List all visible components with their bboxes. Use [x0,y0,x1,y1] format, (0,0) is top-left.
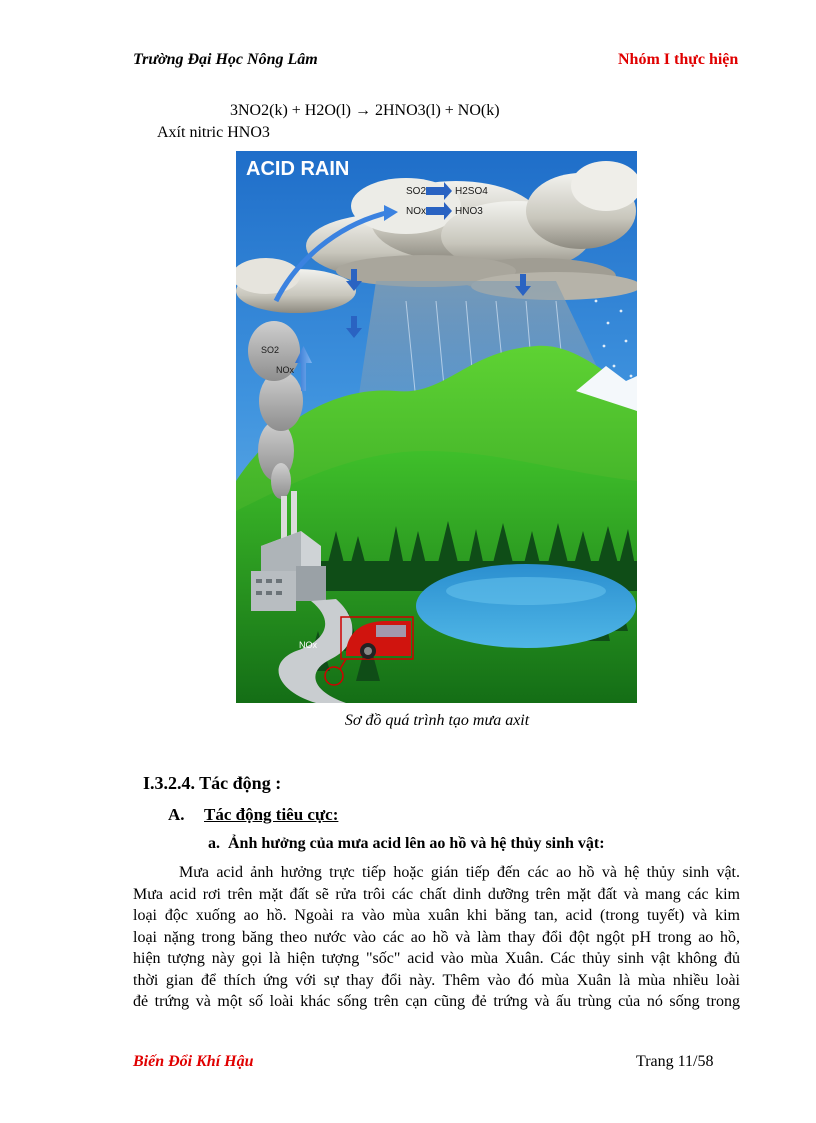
reaction-nox: NOx [406,206,426,217]
paragraph-line: đẻ trứng và một số loài khác sống trên cạn cũng đẻ trứng và ấu trùng của nó sống trong [133,993,740,1010]
footer-title: Biến Đổi Khí Hậu [133,1053,254,1070]
subsubsection-a-label: a. [208,835,220,852]
subsubsection-a-title: Ảnh hưởng của mưa acid lên ao hồ và hệ thủy sinh vật: [228,835,605,852]
header-group: Nhóm I thực hiện [618,51,739,68]
smoke-nox: NOx [276,365,294,375]
subsubsection-a [208,835,605,853]
acid-label: Axít nitric HNO3 [157,124,270,141]
lake-reflection [446,577,606,605]
paragraph-line: Mưa acid rơi trên mặt đất sẽ rửa trôi các chất dinh dưỡng trên mặt đất và mang các kim [133,885,740,903]
acid-rain-illustration [236,151,637,703]
acid-rain-figure [236,151,637,703]
figure-caption: Sơ đồ quá trình tạo mưa axit [344,712,530,729]
reaction-hno3: HNO3 [455,206,483,217]
car-nox-label: NOx [299,640,317,650]
reaction-h2so4: H2SO4 [455,186,488,197]
subsection-a-label: A. [168,805,185,824]
subsection-a [168,805,338,825]
paragraph-line: hiện tượng này gọi là hiện tượng "sốc" acid vào mùa Xuân. Các thủy sinh vật không đủ [133,950,740,967]
figure-title: ACID RAIN [246,158,350,180]
page-number: Trang 11/58 [636,1053,714,1070]
paragraph-line: thời gian để thích ứng với sự thay đổi này. Thêm vào đó mùa Xuân là mùa nhiều loài [133,971,740,989]
paragraph-line: Mưa acid ảnh hưởng trực tiếp hoặc gián tiếp đến các ao hồ và hệ thủy sinh vật. [179,864,740,881]
subsection-a-title: Tác động tiêu cực: [204,805,339,824]
reaction-so2: SO2 [406,186,427,197]
paragraph-line: loại độc xuống ao hồ. Ngoài ra vào mùa xuân khi băng tan, acid (trong tuyết) và kim [133,907,740,924]
lake [416,564,636,648]
header-school: Trường Đại Học Nông Lâm [133,51,318,68]
paragraph-line: loại nặng trong băng theo nước vào các ao hồ và làm thay đổi đột ngột pH trong ao hồ, [133,928,740,946]
smoke-so2: SO2 [261,345,280,355]
body-paragraph [133,862,740,1013]
chemical-equation: 3NO2(k) + H2O(l) → 2HNO3(l) + NO(k) [230,102,500,119]
section-heading: I.3.2.4. Tác động : [143,773,282,793]
